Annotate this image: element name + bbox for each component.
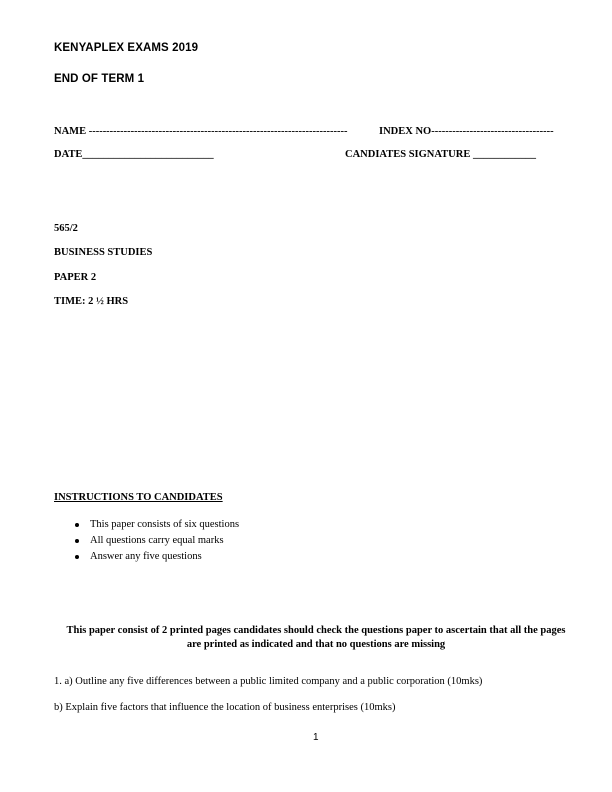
instructions-list bbox=[90, 517, 239, 565]
printed-pages-notice: This paper consist of 2 printed pages candidates should check the questions paper to ascertain that all the pages are printed as indicated and that no questions are missing bbox=[66, 625, 566, 650]
list-item bbox=[90, 533, 239, 549]
bullet-icon bbox=[75, 539, 79, 543]
paper-number: PAPER 2 bbox=[54, 272, 97, 283]
instruction-text: This paper consists of six questions bbox=[90, 519, 240, 530]
question-1b: b) Explain five factors that influence the location of business enterprises (10mks) bbox=[54, 702, 396, 713]
term-label: END OF TERM 1 bbox=[54, 73, 145, 85]
instructions-title: INSTRUCTIONS TO CANDIDATES bbox=[54, 492, 223, 503]
question-1a: 1. a) Outline any five differences between a public limited company and a public corporation (10mks) bbox=[54, 676, 483, 687]
list-item bbox=[90, 517, 239, 533]
instruction-text: All questions carry equal marks bbox=[90, 535, 224, 546]
index-no-field: INDEX NO----------------------------------- bbox=[379, 126, 554, 137]
date-field: DATE_________________________ bbox=[54, 149, 214, 160]
signature-field: CANDIATES SIGNATURE ____________ bbox=[345, 149, 536, 160]
name-field: NAME -------------------------------------------------------------------------- bbox=[54, 126, 348, 137]
time-allowed: TIME: 2 ½ HRS bbox=[54, 296, 129, 307]
paper-code: 565/2 bbox=[54, 223, 78, 234]
bullet-icon bbox=[75, 555, 79, 559]
subject-label: BUSINESS STUDIES bbox=[54, 247, 153, 258]
page-number: 1 bbox=[313, 732, 319, 743]
instruction-text: Answer any five questions bbox=[90, 551, 202, 562]
list-item bbox=[90, 549, 239, 565]
exam-title: KENYAPLEX EXAMS 2019 bbox=[54, 42, 199, 54]
bullet-icon bbox=[75, 523, 79, 527]
